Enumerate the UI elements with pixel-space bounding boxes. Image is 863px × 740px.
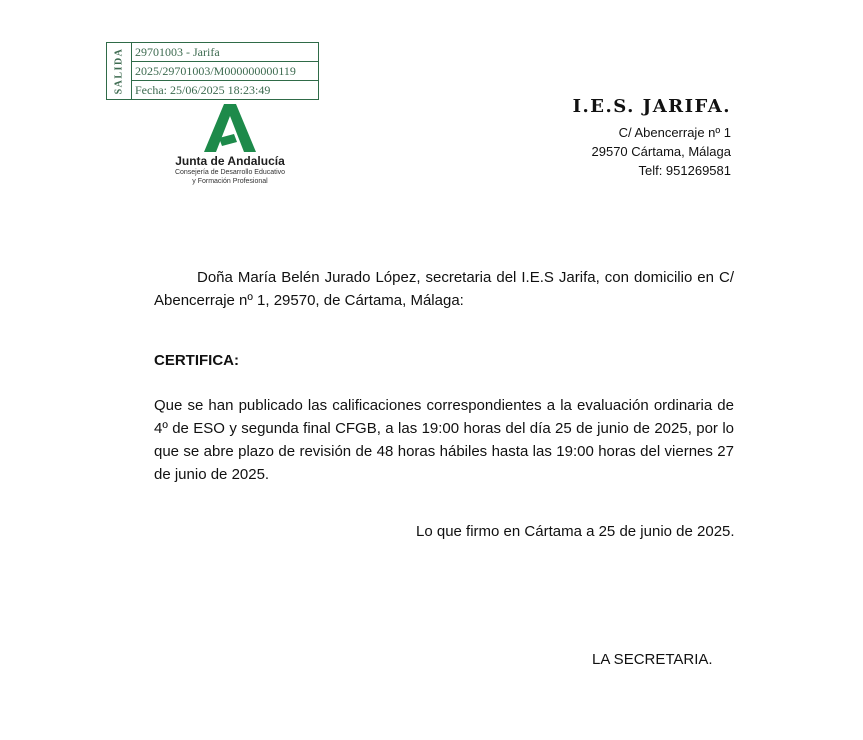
signatory-title: LA SECRETARIA. <box>592 651 713 668</box>
stamp-center-code: 29701003 - Jarifa <box>135 44 220 59</box>
school-phone: Telf: 951269581 <box>638 163 731 178</box>
signature-place-date: Lo que firmo en Cártama a 25 de junio de 2025. <box>416 523 735 540</box>
junta-andalucia-a-icon <box>204 104 256 152</box>
logo-subtitle-2: y Formación Profesional <box>192 178 268 185</box>
stamp-registry-number: 2025/29701003/M000000000119 <box>132 61 318 80</box>
stamp-side-label: SALIDA <box>113 47 125 95</box>
junta-andalucia-logo <box>160 104 300 186</box>
intro-paragraph: Doña María Belén Jurado López, secretaria del I.E.S Jarifa, con domicilio en C/ Abencerraje nº 1, 29570, de Cártama, Málaga: <box>154 269 734 309</box>
logo-subtitle-1: Consejería de Desarrollo Educativo <box>174 169 286 176</box>
stamp-side-label-box <box>107 43 132 99</box>
stamp-date: Fecha: 25/06/2025 18:23:49 <box>132 80 318 99</box>
logo-name: Junta de Andalucía <box>175 154 285 168</box>
stamp-lines <box>132 43 318 99</box>
school-city: 29570 Cártama, Málaga <box>591 144 731 159</box>
school-address: C/ Abencerraje nº 1 <box>618 125 731 140</box>
body-paragraph: Que se han publicado las calificaciones correspondientes a la evaluación ordinaria de 4º de ESO y segunda final CFGB, a las 19:00 horas del día 25 de junio de 2025, por lo que se abre plazo de revisión de 48 horas hábiles hasta las 19:00 horas del viernes 27 de junio de 2025. <box>154 397 734 483</box>
registry-stamp <box>106 42 319 100</box>
school-name: I.E.S. JARIFA. <box>572 96 731 117</box>
certifies-heading: CERTIFICA: <box>154 352 239 369</box>
school-header <box>573 96 731 180</box>
